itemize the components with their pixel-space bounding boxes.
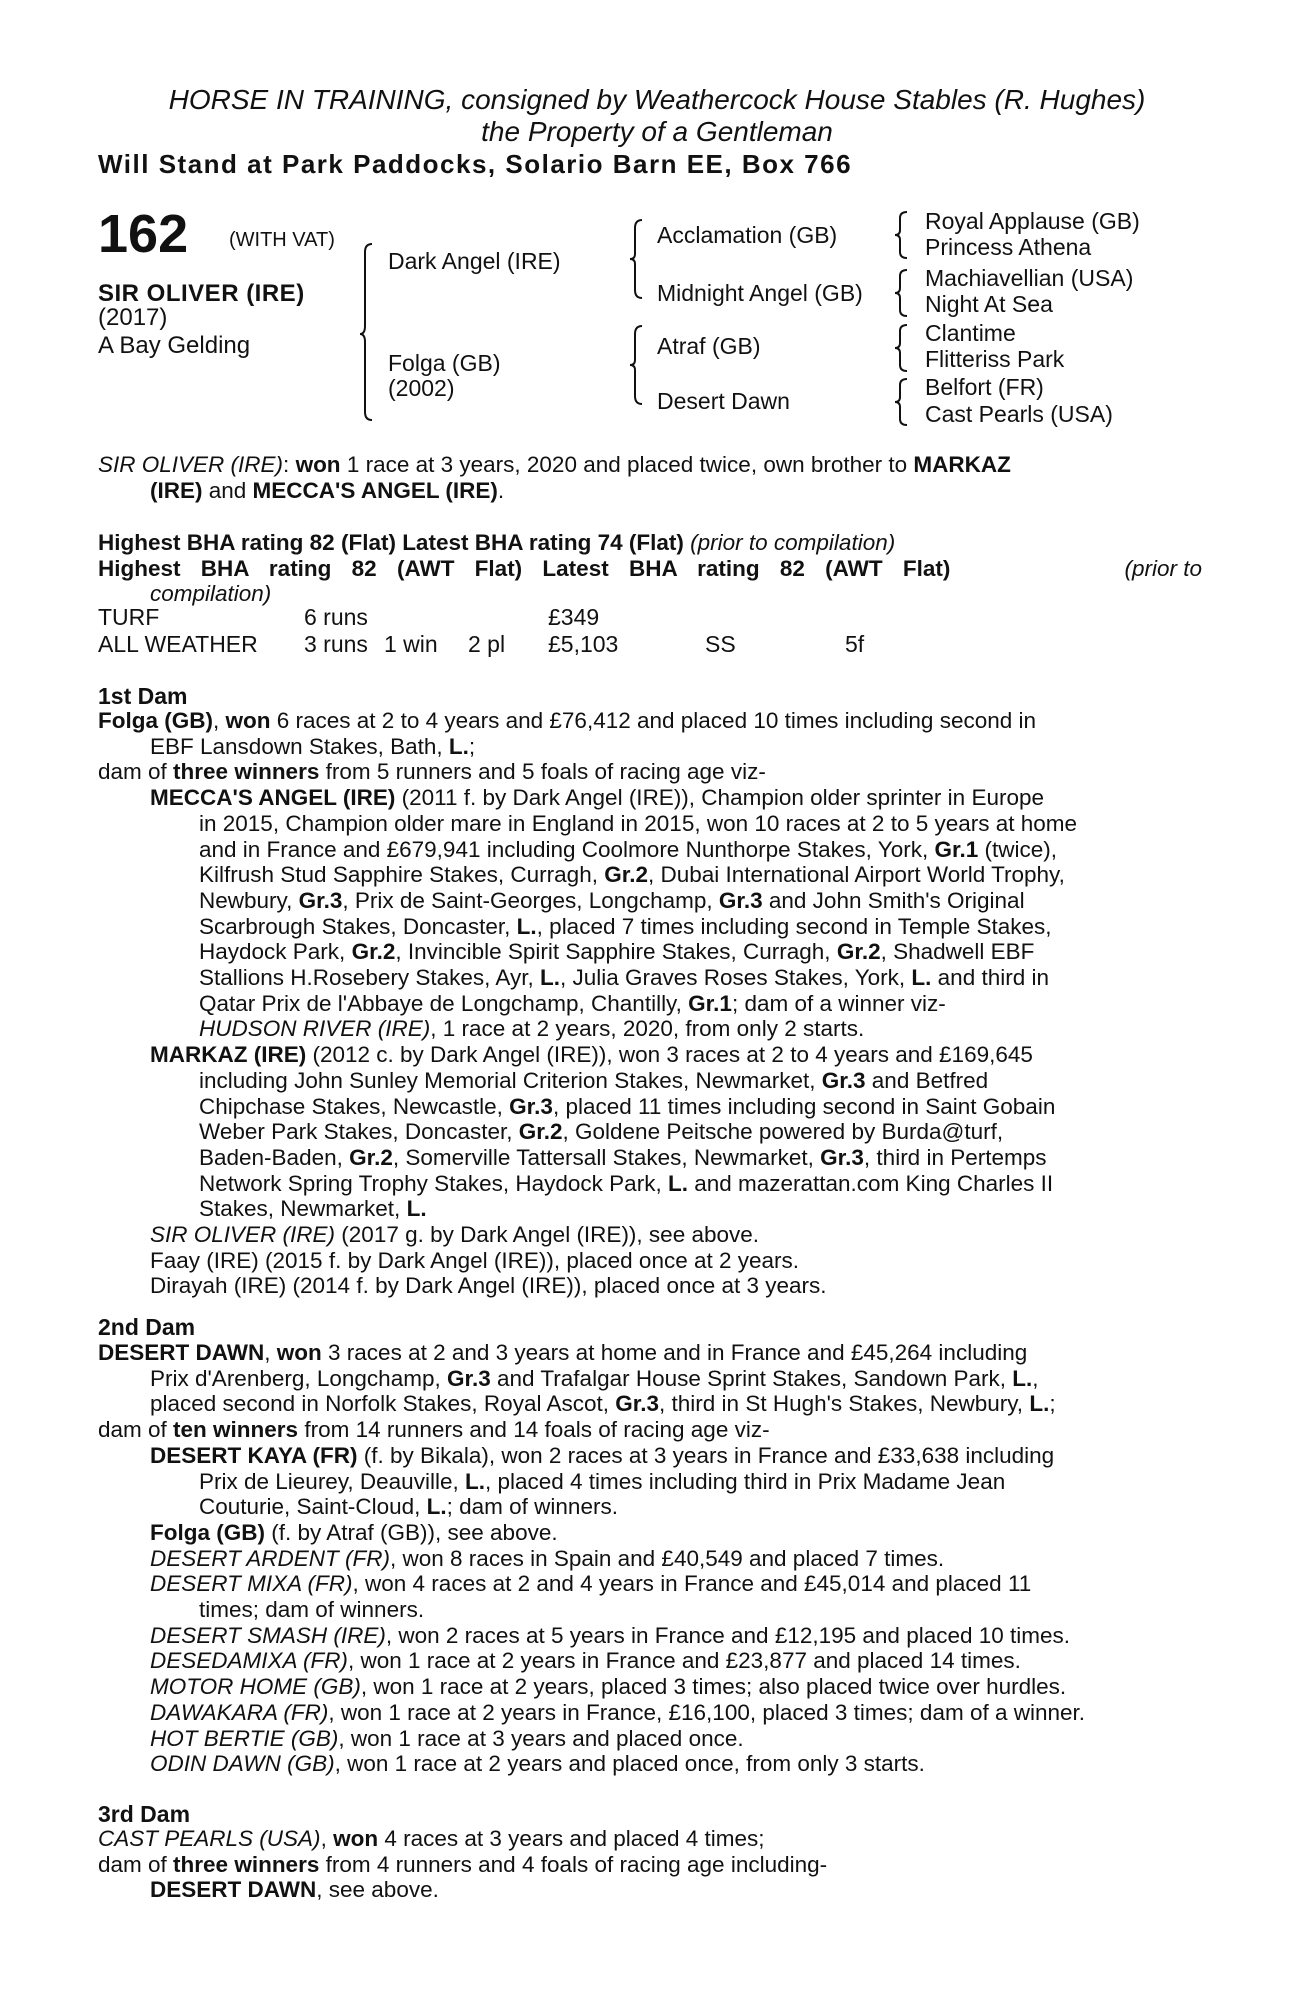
- aw-distance: 5f: [845, 631, 865, 657]
- pedigree-sdd: Night At Sea: [925, 291, 1053, 317]
- first-dam-section: Folga (GB), won 6 races at 2 to 4 years and £76,412 and placed 10 times including second in EBF Lansdown Stakes, Bath, L.; dam of three winners from 5 runners and 5 foals of racing age viz- MECCA'S ANGEL (IRE) (2011 f. by Dark Angel (IRE)), Champion older sprinter in Europe in 2015, Champion older mare in England in 2015, won 10 races at 2 to 5 years at home and in France and £679,941 including Coolmore Nunthorpe Stakes, York, Gr.1 (twice), Kilfrush Stud Sapphire Stakes, Curragh, Gr.2, Dubai International Airport World Trophy, Newbury, Gr.3, Prix de Saint-Georges, Longchamp, Gr.3 and John Smith's Original Scarbrough Stakes, Doncaster, L., placed 7 times including second in Temple Stakes, Haydock Park, Gr.2, Invincible Spirit Sapphire Stakes, Curragh, Gr.2, Shadwell EBF Stallions H.Rosebery Stakes, Ayr, L., Julia Graves Roses Stakes, York, L. and third in Qatar Prix de l'Abbaye de Longchamp, Chantilly, Gr.1; dam of a winner viz- HUDSON RIVER (IRE), 1 race at 2 years, 2020, from only 2 starts. MARKAZ (IRE) (2012 c. by Dark Angel (IRE)), won 3 races at 2 to 4 years and £169,645 including John Sunley Memorial Criterion Stakes, Newmarket, Gr.3 and Betfred Chipchase Stakes, Newcastle, Gr.3, placed 11 times including second in Saint Gobain Weber Park Stakes, Doncaster, Gr.2, Goldene Peitsche powered by Burda@turf, Baden-Baden, Gr.2, Somerville Tattersall Stakes, Newmarket, Gr.3, third in Pertemps Network Spring Trophy Stakes, Haydock Park, L. and mazerattan.com King Charles II Stakes, Newmarket, L. SIR OLIVER (IRE) (2017 g. by Dark Angel (IRE)), see above. Faay (IRE) (2015 f. by Dark Angel (IRE)), placed once at 2 years. Dirayah (IRE) (2014 f. by Dark Angel (IRE)), placed once at 3 years.: [98, 708, 1202, 1299]
- third-dam-section: CAST PEARLS (USA), won 4 races at 3 years and placed 4 times; dam of three winners from 4 runners and 4 foals of racing age including- DESERT DAWN, see above.: [98, 1826, 828, 1903]
- pedigree-dam-sire: Atraf (GB): [657, 333, 761, 359]
- produce-sir-oliver: SIR OLIVER (IRE) (2017 g. by Dark Angel (IRE)), see above.: [150, 1222, 760, 1248]
- pedigree-sire-sire: Acclamation (GB): [657, 222, 838, 248]
- vat-label: (WITH VAT): [229, 229, 335, 251]
- first-dam-heading: 1st Dam: [98, 683, 188, 709]
- pedigree-sire: Dark Angel (IRE): [388, 248, 561, 274]
- pedigree-dam-year: (2002): [388, 375, 455, 401]
- stand-location: Will Stand at Park Paddocks, Solario Barn EE, Box 766: [98, 149, 853, 179]
- horse-summary: SIR OLIVER (IRE): won 1 race at 3 years, 2020 and placed twice, own brother to MARKAZ (IRE) and MECCA'S ANGEL (IRE).: [98, 452, 1011, 503]
- aw-note: SS: [705, 631, 736, 657]
- pedigree-bracket-3a: [895, 210, 909, 260]
- pedigree-dds: Belfort (FR): [925, 374, 1044, 400]
- pedigree-bracket-3d: [895, 377, 909, 427]
- third-dam-heading: 3rd Dam: [98, 1801, 191, 1827]
- produce-faay: Faay (IRE) (2015 f. by Dark Angel (IRE)), placed once at 2 years.: [150, 1247, 800, 1273]
- produce-meccas-angel: MECCA'S ANGEL (IRE) (2011 f. by Dark Angel (IRE)), Champion older sprinter in Europe: [150, 785, 1044, 811]
- horse-description: A Bay Gelding: [98, 332, 251, 359]
- aw-wins: 1 win: [384, 631, 438, 657]
- pedigree-dam-dam: Desert Dawn: [657, 388, 790, 414]
- turf-label: TURF: [98, 604, 160, 630]
- turf-earnings: £349: [548, 604, 600, 630]
- second-dam-section: DESERT DAWN, won 3 races at 2 and 3 years at home and in France and £45,264 including Prix d'Arenberg, Longchamp, Gr.3 and Trafalgar House Sprint Stakes, Sandown Park, L., placed second in Norfolk Stakes, Royal Ascot, Gr.3, third in St Hugh's Stakes, Newbury, L.; dam of ten winners from 14 runners and 14 foals of racing age viz- DESERT KAYA (FR) (f. by Bikala), won 2 races at 3 years in France and £33,638 including Prix de Lieurey, Deauville, L., placed 4 times including third in Prix Madame Jean Couturie, Saint-Cloud, L.; dam of winners. Folga (GB) (f. by Atraf (GB)), see above. DESERT ARDENT (FR), won 8 races in Spain and £40,549 and placed 7 times. DESERT MIXA (FR), won 4 races at 2 and 4 years in France and £45,014 and placed 11 times; dam of winners. DESERT SMASH (IRE), won 2 races at 5 years in France and £12,195 and placed 10 times. DESEDAMIXA (FR), won 1 race at 2 years in France and £23,877 and placed 14 times. MOTOR HOME (GB), won 1 race at 2 years, placed 3 times; also placed twice over hurdles. DAWAKARA (FR), won 1 race at 2 years in France, £16,100, placed 3 times; dam of a winner. HOT BERTIE (GB), won 1 race at 3 years and placed once. ODIN DAWN (GB), won 1 race at 2 years and placed once, from only 3 starts.: [98, 1340, 1086, 1777]
- aw-runs: 3 runs: [304, 631, 368, 657]
- ratings: Highest BHA rating 82 (Flat) Latest BHA rating 74 (Flat) (prior to compilation) Highest BHA rating 82 (AWT Flat) Latest BHA rating 82 (AWT Flat) (prior to compilation): [98, 530, 1202, 607]
- pedigree-sds: Machiavellian (USA): [925, 265, 1134, 291]
- consignor-line: HORSE IN TRAINING, consigned by Weathercock House Stables (R. Hughes): [168, 84, 1146, 115]
- pedigree-dam: Folga (GB): [388, 350, 501, 376]
- pedigree-dss: Clantime: [925, 320, 1016, 346]
- pedigree-ddd: Cast Pearls (USA): [925, 401, 1113, 427]
- aw-label: ALL WEATHER: [98, 631, 258, 657]
- aw-earnings: £5,103: [548, 631, 619, 657]
- pedigree-bracket-3b: [895, 268, 909, 318]
- second-dam-heading: 2nd Dam: [98, 1314, 196, 1340]
- horse-name: SIR OLIVER (IRE): [98, 280, 305, 307]
- pedigree-bracket-2b: [630, 324, 644, 406]
- horse-year: (2017): [98, 304, 168, 331]
- lot-number: 162: [98, 204, 189, 264]
- pedigree-bracket-3c: [895, 323, 909, 373]
- aw-placed: 2 pl: [468, 631, 506, 657]
- pedigree-bracket-2a: [630, 218, 644, 300]
- produce-markaz: MARKAZ (IRE) (2012 c. by Dark Angel (IRE)), won 3 races at 2 to 4 years and £169,645: [150, 1042, 1033, 1068]
- pedigree-ssd: Princess Athena: [925, 234, 1092, 260]
- pedigree-sire-dam: Midnight Angel (GB): [657, 280, 863, 306]
- turf-runs: 6 runs: [304, 604, 368, 630]
- pedigree-dsd: Flitteriss Park: [925, 346, 1065, 372]
- produce-dirayah: Dirayah (IRE) (2014 f. by Dark Angel (IRE)), placed once at 3 years.: [150, 1273, 827, 1299]
- pedigree-sss: Royal Applause (GB): [925, 208, 1140, 234]
- pedigree-bracket-1: [360, 242, 374, 422]
- property-line: the Property of a Gentleman: [481, 116, 833, 147]
